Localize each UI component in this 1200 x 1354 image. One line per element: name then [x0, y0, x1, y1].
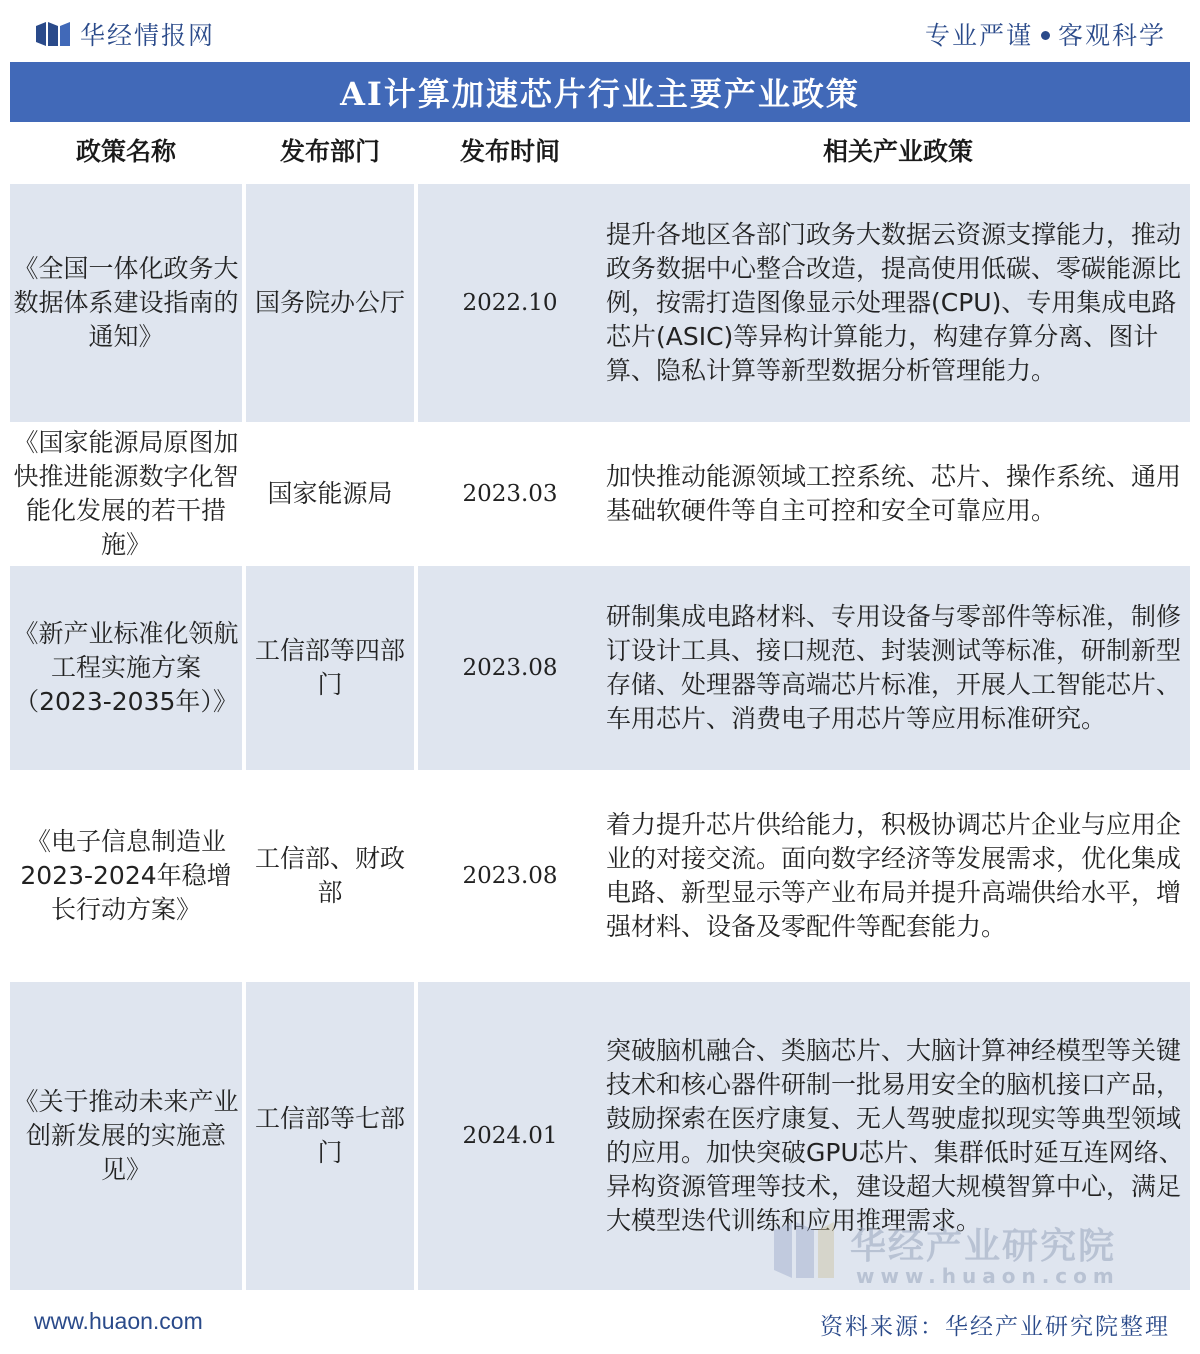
- policy-name-cell: [10, 566, 242, 770]
- footer: [0, 1292, 1200, 1354]
- watermark: [772, 1216, 1172, 1290]
- table-row: [10, 424, 1190, 564]
- policy-name-cell: [10, 184, 242, 422]
- policy-name: 《全国一体化政务大数据体系建设指南的通知》: [13, 254, 239, 351]
- policy-content-cell: [602, 772, 1190, 980]
- policy-name-cell: [10, 772, 242, 980]
- policy-content: 研制集成电路材料、专用设备与零部件等标准，制修订设计工具、接口规范、封装测试等标准，研制新型存储、处理器等高端芯片标准，开展人工智能芯片、车用芯片、消费电子用芯片等应用标准研究。: [606, 602, 1182, 733]
- watermark-name: 华经产业研究院: [850, 1226, 1117, 1267]
- publish-date: 2023.08: [462, 655, 558, 681]
- column-header-date: 发布时间: [459, 137, 560, 166]
- policy-content: 加快推动能源领域工控系统、芯片、操作系统、通用基础软硬件等自主可控和安全可靠应用。: [606, 462, 1182, 525]
- department-cell: [246, 566, 414, 770]
- footer-source: 资料来源：华经产业研究院整理: [820, 1314, 1170, 1340]
- department: 工信部、财政部: [254, 844, 405, 907]
- slogan-right: 客观科学: [1057, 21, 1166, 50]
- table-header-row: [10, 122, 1190, 182]
- date-cell: [418, 424, 602, 564]
- policy-name-cell: [10, 982, 242, 1290]
- department-cell: [246, 982, 414, 1290]
- publish-date: 2023.03: [462, 481, 558, 507]
- table-row: [10, 772, 1190, 980]
- department-cell: [246, 424, 414, 564]
- department-cell: [246, 184, 414, 422]
- column-header-department: 发布部门: [279, 137, 380, 166]
- table-row: [10, 566, 1190, 770]
- policy-name: 《新产业标准化领航工程实施方案（2023-2035年）》: [13, 619, 239, 716]
- policy-content-cell: [602, 184, 1190, 422]
- department: 国家能源局: [267, 479, 393, 508]
- date-cell: [418, 982, 602, 1290]
- slogan: [925, 16, 1166, 52]
- policy-content: 着力提升芯片供给能力，积极协调芯片企业与应用企业的对接交流。面向数字经济等发展需求，优化集成电路、新型显示等产业布局并提升高端供给水平，增强材料、设备及零配件等配套能力。: [606, 810, 1182, 941]
- date-cell: [418, 566, 602, 770]
- date-cell: [418, 772, 602, 980]
- column-header-policy-name: 政策名称: [75, 137, 176, 166]
- policy-name: 《国家能源局原图加快推进能源数字化智能化发展的若干措施》: [13, 428, 239, 559]
- department: 国务院办公厅: [254, 288, 405, 317]
- brand-name: 华经情报网: [80, 21, 216, 50]
- department: 工信部等四部门: [254, 636, 405, 699]
- department: 工信部等七部门: [254, 1104, 405, 1167]
- slogan-left: 专业严谨: [924, 21, 1033, 50]
- publish-date: 2024.01: [462, 1123, 558, 1149]
- column-header-policy-content: 相关产业政策: [822, 137, 973, 166]
- table-row: [10, 184, 1190, 422]
- policy-content: 突破脑机融合、类脑芯片、大脑计算神经模型等关键技术和核心器件研制一批易用安全的脑机接口产品，鼓励探索在医疗康复、无人驾驶虚拟现实等典型领域的应用。加快突破GPU芯片、集群低时延互连网络、异构资源管理等技术，建设超大规模智算中心，满足大模型迭代训练和应用推理需求。: [606, 1036, 1184, 1235]
- policy-content-cell: [602, 566, 1190, 770]
- table-title: AI计算加速芯片行业主要产业政策: [10, 62, 1190, 122]
- huajing-logo-icon: [36, 20, 70, 48]
- watermark-logo-icon: [772, 1218, 836, 1282]
- bullet-dot-icon: [1041, 31, 1050, 40]
- policy-content: 提升各地区各部门政务大数据云资源支撑能力，推动政务数据中心整合改造，提高使用低碳、零碳能源比例，按需打造图像显示处理器(CPU)、专用集成电路芯片(ASIC)等异构计算能力，构建存算分离、图计算、隐私计算等新型数据分析管理能力。: [606, 220, 1182, 385]
- date-cell: [418, 184, 602, 422]
- publish-date: 2023.08: [462, 863, 558, 889]
- policy-name-cell: [10, 424, 242, 564]
- policy-name: 《电子信息制造业2023-2024年稳增长行动方案》: [20, 827, 232, 924]
- department-cell: [246, 772, 414, 980]
- policy-content-cell: [602, 424, 1190, 564]
- top-bar: [0, 0, 1200, 62]
- watermark-url: www.huaon.com: [856, 1264, 1120, 1288]
- footer-url[interactable]: www.huaon.com: [34, 1308, 203, 1334]
- policy-name: 《关于推动未来产业创新发展的实施意见》: [13, 1087, 239, 1184]
- publish-date: 2022.10: [462, 290, 558, 316]
